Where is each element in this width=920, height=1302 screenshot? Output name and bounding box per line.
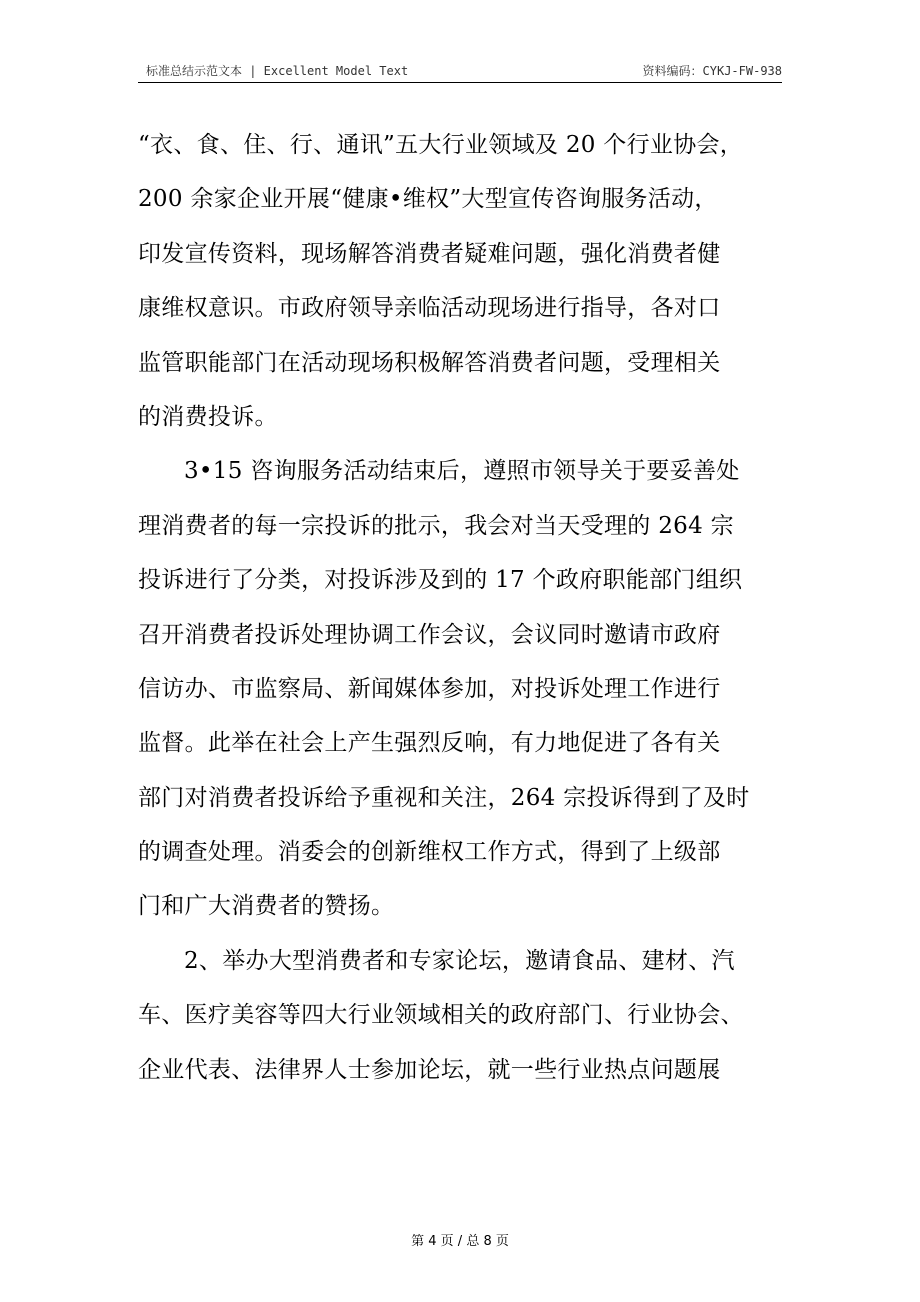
text-line: 3•15 咨询服务活动结束后，遵照市领导关于要妥善处 xyxy=(184,458,740,485)
text-line: 企业代表、法律界人士参加论坛，就一些行业热点问题展 xyxy=(138,1056,721,1083)
text-line: 康维权意识。市政府领导亲临活动现场进行指导，各对口 xyxy=(138,295,721,322)
text-line: 2、举办大型消费者和专家论坛，邀请食品、建材、汽 xyxy=(184,947,735,974)
page-header xyxy=(138,60,782,83)
text-line: 200 余家企业开展“健康•维权”大型宣传咨询服务活动， xyxy=(138,186,718,213)
text-line: “衣、食、住、行、通讯”五大行业领域及 20 个行业协会， xyxy=(138,132,744,158)
text-line: 的消费投诉。 xyxy=(138,403,278,430)
header-title: 标准总结示范文本 | Excellent Model Text xyxy=(146,64,409,78)
text-line: 投诉进行了分类，对投诉涉及到的 17 个政府职能部门组织 xyxy=(138,567,743,594)
text-line: 信访办、市监察局、新闻媒体参加，对投诉处理工作进行 xyxy=(138,675,721,702)
paragraph-2 xyxy=(138,444,782,934)
document-body xyxy=(138,118,782,1097)
text-line: 的调查处理。消委会的创新维权工作方式，得到了上级部 xyxy=(138,839,721,866)
paragraph-3 xyxy=(138,934,782,1097)
text-line: 车、医疗美容等四大行业领域相关的政府部门、行业协会、 xyxy=(138,1002,744,1029)
text-line: 理消费者的每一宗投诉的批示，我会对当天受理的 264 宗 xyxy=(138,512,734,539)
text-line: 监管职能部门在活动现场积极解答消费者问题，受理相关 xyxy=(138,349,721,376)
text-line: 召开消费者投诉处理协调工作会议，会议同时邀请市政府 xyxy=(138,621,721,648)
paragraph-1 xyxy=(138,118,782,444)
text-line: 部门对消费者投诉给予重视和关注，264 宗投诉得到了及时 xyxy=(138,784,750,811)
text-line: 印发宣传资料，现场解答消费者疑难问题，强化消费者健 xyxy=(138,240,721,267)
text-line: 门和广大消费者的赞扬。 xyxy=(138,893,395,920)
text-line: 监督。此举在社会上产生强烈反响，有力地促进了各有关 xyxy=(138,730,721,757)
page-number: 第 4 页 / 总 8 页 xyxy=(411,1234,509,1249)
page-footer xyxy=(0,1230,920,1249)
document-code: 资料编码：CYKJ-FW-938 xyxy=(642,64,782,78)
